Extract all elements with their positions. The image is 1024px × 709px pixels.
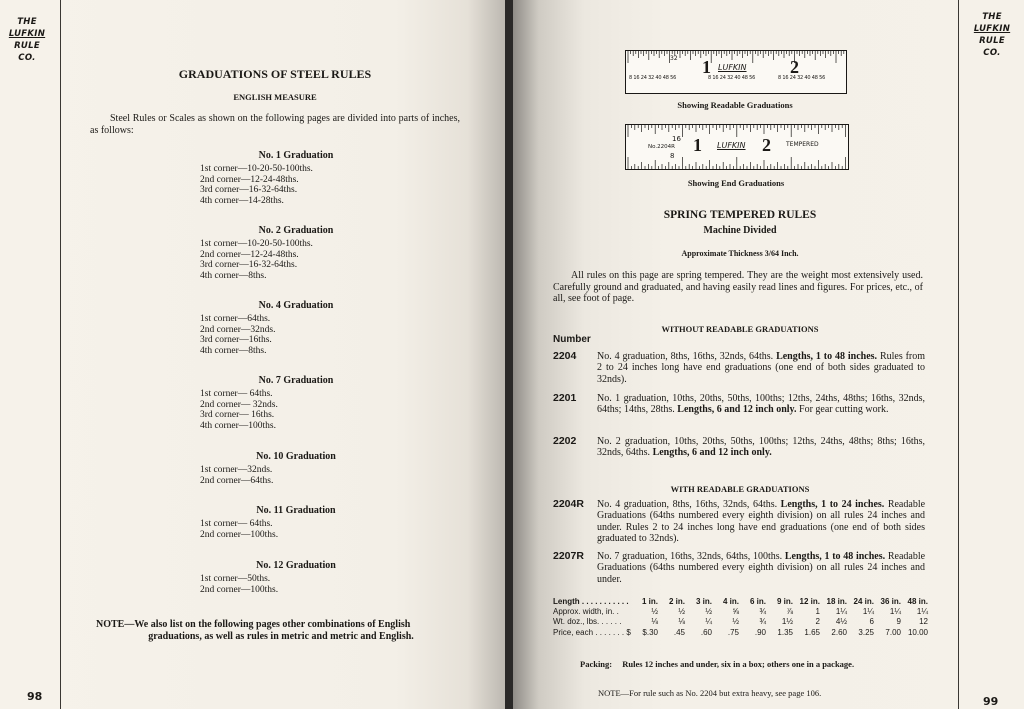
corner-line: 1st corner—10-20-50-100ths. [200,164,313,174]
page-number: 98 [27,690,43,703]
corner-line: 2nd corner—12-24-48ths. [200,174,299,185]
corner-line: 3rd corner—16-32-64ths. [200,260,298,271]
section-heading: WITHOUT READABLE GRADUATIONS [661,324,819,334]
ruler-brand: LUFKIN [718,63,747,72]
catalog-entry [553,551,925,586]
table-row: Approx. width, in. . ½ ½ ½ ⅝ ¾ ⅞ 1 1¼ 1¼ 1¼ 1¼ [553,607,928,617]
lufkin-logo-right: THE LUFKIN RULE CO. [973,12,1011,58]
table-row: Wt. doz., lbs. . . . . . ⅛ ⅛ ¼ ½ ¾ 1½ 2 4½ 6 9 12 [553,617,928,627]
ruler-readable-graduations [625,50,847,94]
ruler-caption: Showing End Graduations [687,178,785,188]
page-number: 99 [983,695,999,708]
corner-line: 2nd corner—32nds. [200,324,276,335]
catalog-number: 2207R [553,550,584,562]
catalog-number: 2204 [553,350,577,362]
corner-line: 4th corner—100ths. [200,420,276,431]
catalog-description: No. 7 graduation, 16ths, 32nds, 64ths, 100ths. Lengths, 1 to 48 inches. Readable Graduations (64ths numbered every eighth division) on all rules 24 inches and under. [597,551,926,585]
left-margin-rule [60,0,61,709]
ruler-scale-label: 8 16 24 32 40 48 56 [629,75,677,81]
catalog-number: 2201 [553,392,577,404]
catalog-description: No. 4 graduation, 8ths, 16ths, 32nds, 64ths. Lengths, 1 to 48 inches. Rules from 2 to 24 inches long have end graduations (one end of both sides graduated to 32nds). [597,351,926,385]
graduation-block [200,150,400,206]
number-column-label: Number [553,334,591,345]
thickness-note: Approximate Thickness 3/64 Inch. [681,249,799,258]
left-page [0,0,508,709]
ruler-side-label: 16 [672,135,681,143]
catalog-entry [553,499,925,545]
corner-line: 1st corner— 64ths. [200,519,273,529]
ruler-caption: Showing Readable Graduations [677,100,793,110]
corner-line: 1st corner—10-20-50-100ths. [200,239,313,249]
spec-table [553,597,928,638]
graduation-title: No. 11 Graduation [256,505,336,516]
graduation-title: No. 10 Graduation [256,451,336,462]
ruler-ticks [626,51,846,93]
corner-line: 3rd corner—16-32-64ths. [200,185,298,196]
page-title: GRADUATIONS OF STEEL RULES [178,67,372,81]
corner-line: 3rd corner—16ths. [200,335,272,346]
corner-line: 4th corner—8ths. [200,345,267,356]
corner-line: 1st corner—64ths. [200,314,271,324]
footer-note-rest: graduations, as well as rules in metric and metric and English. [148,630,414,642]
graduation-title: No. 1 Graduation [258,150,334,161]
ruler-tempered-label: TEMPERED [786,141,819,148]
ruler-scale-label: 8 16 24 32 40 48 56 [708,75,756,81]
graduation-title: No. 4 Graduation [258,300,334,311]
packing-note [580,659,854,669]
footnote: NOTE—For rule such as No. 2204 but extra heavy, see page 106. [598,688,822,698]
section-title: SPRING TEMPERED RULES [663,209,817,221]
corner-line: 1st corner— 64ths. [200,389,273,399]
corner-line: 1st corner—50ths. [200,574,271,584]
graduation-block [200,451,400,486]
catalog-entry [553,436,925,461]
ruler-number: 2 [790,57,799,77]
corner-line: 2nd corner—12-24-48ths. [200,249,299,260]
graduation-block [200,225,400,281]
ruler-small-label: 8 [670,152,675,160]
table-row: Length . . . . . . . . . . . 1 in. 2 in. 3 in. 4 in. 6 in. 9 in. 12 in. 18 in. 24 in. 36 in. 48 in. [553,597,928,606]
graduation-title: No. 7 Graduation [258,375,334,386]
section-heading: WITH READABLE GRADUATIONS [670,484,810,494]
footer-note-lead: NOTE—We also list on the following pages other combinations of English [96,619,411,630]
ruler-model-label: No.2204R [648,144,675,150]
catalog-entry [553,393,925,428]
graduation-block [200,300,400,356]
graduation-block [200,505,400,540]
corner-line: 3rd corner— 16ths. [200,410,275,421]
ruler-end-graduations [625,124,849,170]
catalog-entry [553,351,925,386]
right-margin-rule [958,0,959,709]
intro-paragraph: All rules on this page are spring tempered. They are the weight most extensively used. Carefully ground and graduated, and having easily read lines and figures. For prices, etc., of all, see foot of page. [553,270,923,304]
catalog-description: No. 1 graduation, 10ths, 20ths, 50ths, 100ths; 12ths, 24ths, 48ths; 16ths, 32nds, 64ths; 14ths, 28ths. Lengths, 6 and 12 inch only. For gear cutting work. [597,393,925,416]
corner-line: 2nd corner—100ths. [200,529,279,540]
graduation-title: No. 12 Graduation [256,560,336,571]
intro-paragraph: Steel Rules or Scales as shown on the following pages are divided into parts of inches, as follows: [90,113,460,136]
packing-text: Rules 12 inches and under, six in a box; others one in a package. [622,659,855,669]
corner-line: 2nd corner—64ths. [200,475,274,486]
footer-note [96,619,466,642]
table-row: Price, each . . . . . . . $ $.30 .45 .60 .75 .90 1.35 1.65 2.60 3.25 7.00 10.00 [553,627,928,637]
graduation-block [200,560,400,595]
packing-label: Packing: [580,659,613,669]
ruler-brand: LUFKIN [717,141,746,150]
corner-line: 4th corner—14-28ths. [200,195,284,206]
corner-line: 1st corner—32nds. [200,465,273,475]
corner-line: 2nd corner— 32nds. [200,399,278,410]
ruler-number: 1 [693,135,702,155]
graduation-block [200,375,400,431]
catalog-number: 2202 [553,435,577,447]
lufkin-logo-left: THE LUFKIN RULE CO. [8,17,46,63]
page-subtitle: ENGLISH MEASURE [233,92,317,102]
catalog-description: No. 4 graduation, 8ths, 16ths, 32nds, 64ths. Lengths, 1 to 24 inches. Readable Graduations (64ths numbered every eighth division) on all rules 24 inches and under. Rules 2 to 24 inches long have end graduations (one end of both sides graduated to 32nds). [597,499,926,544]
corner-line: 2nd corner—100ths. [200,584,279,595]
graduation-title: No. 2 Graduation [258,225,334,236]
catalog-number: 2204R [553,498,584,510]
catalog-description: No. 2 graduation, 10ths, 20ths, 50ths, 100ths; 12ths, 24ths, 48ths; 8ths; 16ths, 32nds, 64ths. Lengths, 6 and 12 inch only. [597,436,925,459]
ruler-number: 2 [762,135,771,155]
ruler-scale-label: 8 16 24 32 40 48 56 [778,75,826,81]
ruler-small-label: 32 [670,55,678,62]
section-subtitle: Machine Divided [703,225,777,236]
corner-line: 4th corner—8ths. [200,270,267,281]
ruler-number: 1 [702,57,711,77]
